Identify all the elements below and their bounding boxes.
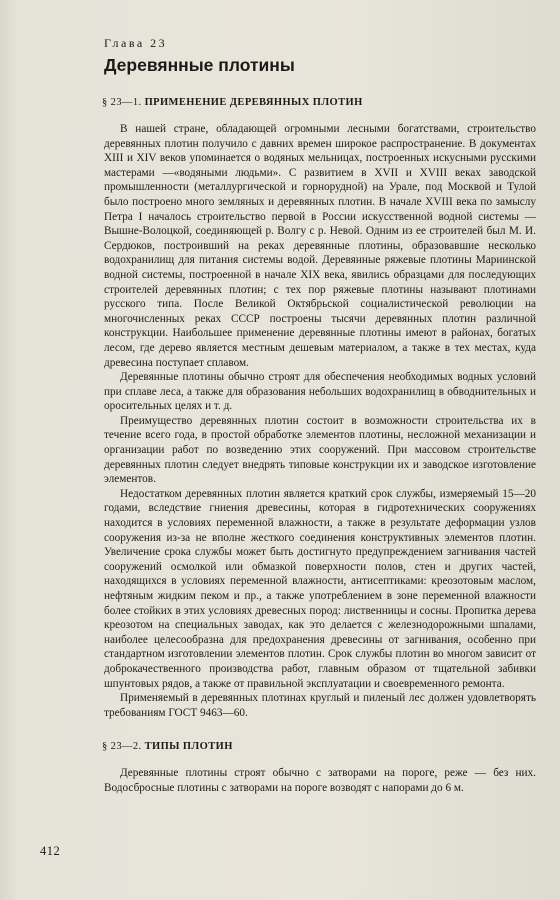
- paragraph: Деревянные плотины строят обычно с затворами на пороге, реже — без них. Водосбросные плотины с затворами на пороге возводят с напорами до 6 м.: [104, 767, 536, 794]
- paragraph: Преимущество деревянных плотин состоит в возможности строительства их в течение всего года, в простой обработке элементов плотины, несложной механизации и организации работ по возведению этих сооружений. При массовом строительстве деревянных плотин следует внедрять типовые конструкции их и заводское изготовление элементов.: [104, 414, 536, 486]
- section-title-1: ПРИМЕНЕНИЕ ДЕРЕВЯННЫХ ПЛОТИН: [144, 97, 363, 108]
- section-2-body: [104, 766, 536, 795]
- paragraph: Недостатком деревянных плотин является краткий срок службы, измеряемый 15—20 годами, вследствие гниения древесины, которая в гидротехнических сооружениях находится в условиях переменной влажности, а также в результате деформации узлов сооружения из-за не вполне жесткого соединения конструктивных элементов плотин. Увеличение срока службы может быть достигнуто предупреждением загнивания частей сооружений осмолкой или обмазкой поверхности полов, стен и других частей, находящихся в условиях переменной влажности, антисептиками: креозотовым маслом, нефтяным жидким пеком и пр., а также употреблением в зоне переменной влажности более стойких в этих условиях древесных пород: лиственницы и сосны. Пропитка дерева креозотом на специальных заводах, как это делается с железнодорожными шпалами, наиболее целесообразна для предохранения древесины от загнивания, особенно при стандартном изготовлении элементов плотин. Срок службы плотин во многом зависит от доброкачественного производства работ, главным образом от тщательной забивки шпунтовых рядов, а также от правильной эксплуатации и своевременного ремонта.: [104, 487, 536, 690]
- section-title-2: ТИПЫ ПЛОТИН: [144, 741, 233, 753]
- paragraph: Применяемый в деревянных плотинах круглый и пиленый лес должен удовлетворять требованиям ГОСТ 9463—60.: [104, 692, 536, 719]
- paragraph: В нашей стране, обладающей огромными лесными богатствами, строительство деревянных плотин получило с давних времен широкое распространение. В документах XIII и XIV веков упоминается о водяных мельницах, построенных искусными русскими мастерами —«водяными людьми». С развитием в XVII и XVIII веках заводской промышленности (металлургической и горнорудной) на Урале, под Москвой и Тулой было построено много земляных и деревянных плотин. В начале XVIII века по замыслу Петра I началось строительство первой в России искусственной водной системы — Вышне-Волоцкой, соединяющей р. Волгу с р. Невой. Одним из ее строителей был М. И. Сердюков, построивший на реках деревянные плотины, образовавшие несколько водохранилищ для питания системы водой. Деревянные ряжевые плотины Мариинской водной системы, построенной в начале XIX века, явились образцами для последующих строителей деревянных плотин; с тех пор ряжевые плотины называют плотинами русского типа. После Великой Октябрьской социалистической революции на многочисленных реках СССР построены тысячи деревянных плотин различной конструкции. Наибольшее применение деревянные плотины имеют в районах, богатых лесом, где дерево является местным дешевым материалом, а также в тех местах, куда древесина поступает сплавом.: [104, 123, 536, 369]
- section-number-1: § 23—1.: [102, 97, 142, 108]
- page-number: 412: [40, 844, 61, 858]
- chapter-label: Глава 23: [104, 36, 168, 50]
- paragraph: Деревянные плотины обычно строят для обеспечения необходимых водных условий при сплаве леса, а также для образования небольших водохранилищ в обводнительных и оросительных целях и т. д.: [104, 371, 536, 413]
- chapter-title: Деревянные плотины: [104, 55, 295, 75]
- section-heading-1: [102, 96, 536, 109]
- section-heading-2: [102, 740, 536, 753]
- section-1-body: [104, 122, 536, 720]
- section-number-2: § 23—2.: [102, 741, 142, 753]
